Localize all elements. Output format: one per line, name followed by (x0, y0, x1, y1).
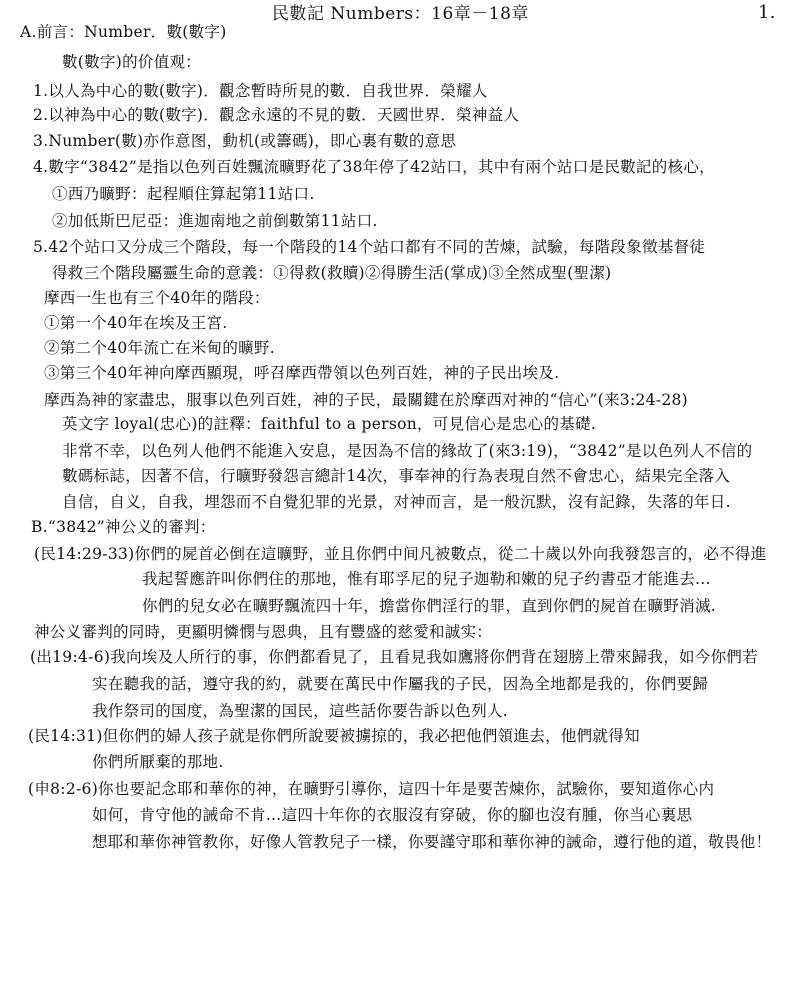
note-line: ②加低斯巴尼亞：進迦南地之前倒數第11站口. (52, 212, 378, 230)
note-line: 神公义審判的同時，更顯明憐憫与恩典，且有豐盛的慈愛和誠实： (34, 623, 493, 641)
note-line: 5.42个站口又分成三个階段，每一个階段的14个站口都有不同的苦煉，試驗，每階段象徵基督徒 (33, 238, 706, 256)
note-line: ③第三个40年神向摩西顯現，呼召摩西帶領以色列百姓，神的子民出埃及. (44, 364, 560, 382)
scripture-line: (民14:31)但你們的婦人孩子就是你們所說要被擄掠的，我必把他們領進去，他們就得知 (28, 727, 640, 745)
note-line: 數(數字)的价值观： (62, 53, 202, 71)
scripture-line: (申8:2-6)你也要記念耶和華你的神，在曠野引導你，這四十年是要苦煉你，試驗你，要知道你心内 (28, 780, 715, 798)
note-line: ②第二个40年流亡在米甸的曠野. (44, 339, 275, 357)
note-line: ①西乃曠野：起程順住算起第11站口. (52, 185, 315, 203)
note-line: 數碼标誌，因著不信，行曠野發怨言總計14次，事奉神的行為表現自然不會忠心，結果完全落入 (62, 467, 731, 485)
note-line: 自信，自义，自我，埋怨而不自覺犯罪的光景，对神而言，是一般沉默，沒有記錄，失落的年日. (62, 493, 731, 511)
note-line: 3.Number(數)亦作意图，動机(或籌碼)，即心裏有數的意思 (33, 132, 457, 150)
section-b-heading: B.“3842”神公义的審判： (31, 518, 216, 536)
note-line: 1.以人為中心的數(數字)．觀念暫時所見的數．自我世界．榮耀人 (33, 82, 488, 100)
scripture-line: 你們所厭棄的那地. (92, 753, 224, 771)
note-line: 英文字 loyal(忠心)的註釋：faithful to a person，可見信心是忠心的基礎. (62, 415, 597, 433)
scripture-line: 实在聽我的話，遵守我的約，就要在萬民中作屬我的子民，因為全地都是我的，你們要歸 (92, 675, 709, 693)
page-title: 民數記 Numbers：16章－18章 (272, 4, 529, 24)
note-line: 摩西為神的家盡忠，服事以色列百姓，神的子民，最關鍵在於摩西对神的“信心”(来3:24-28) (44, 391, 689, 409)
note-line: 4.數字“3842”是指以色列百姓飄流曠野花了38年停了42站口，其中有兩个站口是民數記的核心， (33, 158, 715, 176)
scripture-line: 如何，肯守他的誡命不肯…這四十年你的衣服沒有穿破，你的腳也沒有腫，你当心裏思 (92, 806, 693, 824)
note-line: 非常不幸，以色列人他們不能進入安息，是因為不信的緣故了(來3:19)，“3842”是以色列人不信的 (62, 442, 753, 460)
note-line: 2.以神為中心的數(數字)．觀念永遠的不見的數．天國世界．榮神益人 (33, 106, 520, 124)
page-number: 1. (758, 2, 776, 23)
scripture-line: 我作祭司的国度，為聖潔的国民，這些話你要告訴以色列人. (92, 702, 509, 720)
note-line: 摩西一生也有三个40年的階段： (44, 289, 270, 307)
section-a-heading: A.前言：Number．數(數字) (20, 23, 227, 41)
note-line: 得救三个階段屬靈生命的意義：①得救(救贖)②得勝生活(掌成)③全然成聖(聖潔) (52, 264, 612, 282)
scripture-line: 我起誓應許叫你們住的那地，惟有耶孚尼的兒子迦勒和嫩的兒子约書亞才能進去… (142, 570, 711, 588)
note-line: ①第一个40年在埃及王宮. (44, 314, 228, 332)
scripture-line: 你們的兒女必在曠野飄流四十年，擔當你們淫行的罪，直到你們的屍首在曠野消滅. (142, 597, 717, 615)
scripture-line: (民14:29-33)你們的屍首必倒在這曠野，並且你們中间凡被數点，從二十歲以外向我發怨言的，必不得進 (34, 545, 767, 563)
scripture-line: (出19:4-6)我向埃及人所行的事，你們都看見了，且看見我如鷹將你們背在翅膀上帶來歸我，如今你們若 (30, 648, 759, 666)
scripture-line: 想耶和華你神管教你，好像人管教兒子一樣，你要謹守耶和華你神的誡命，遵行他的道，敬畏他！ (92, 833, 772, 851)
